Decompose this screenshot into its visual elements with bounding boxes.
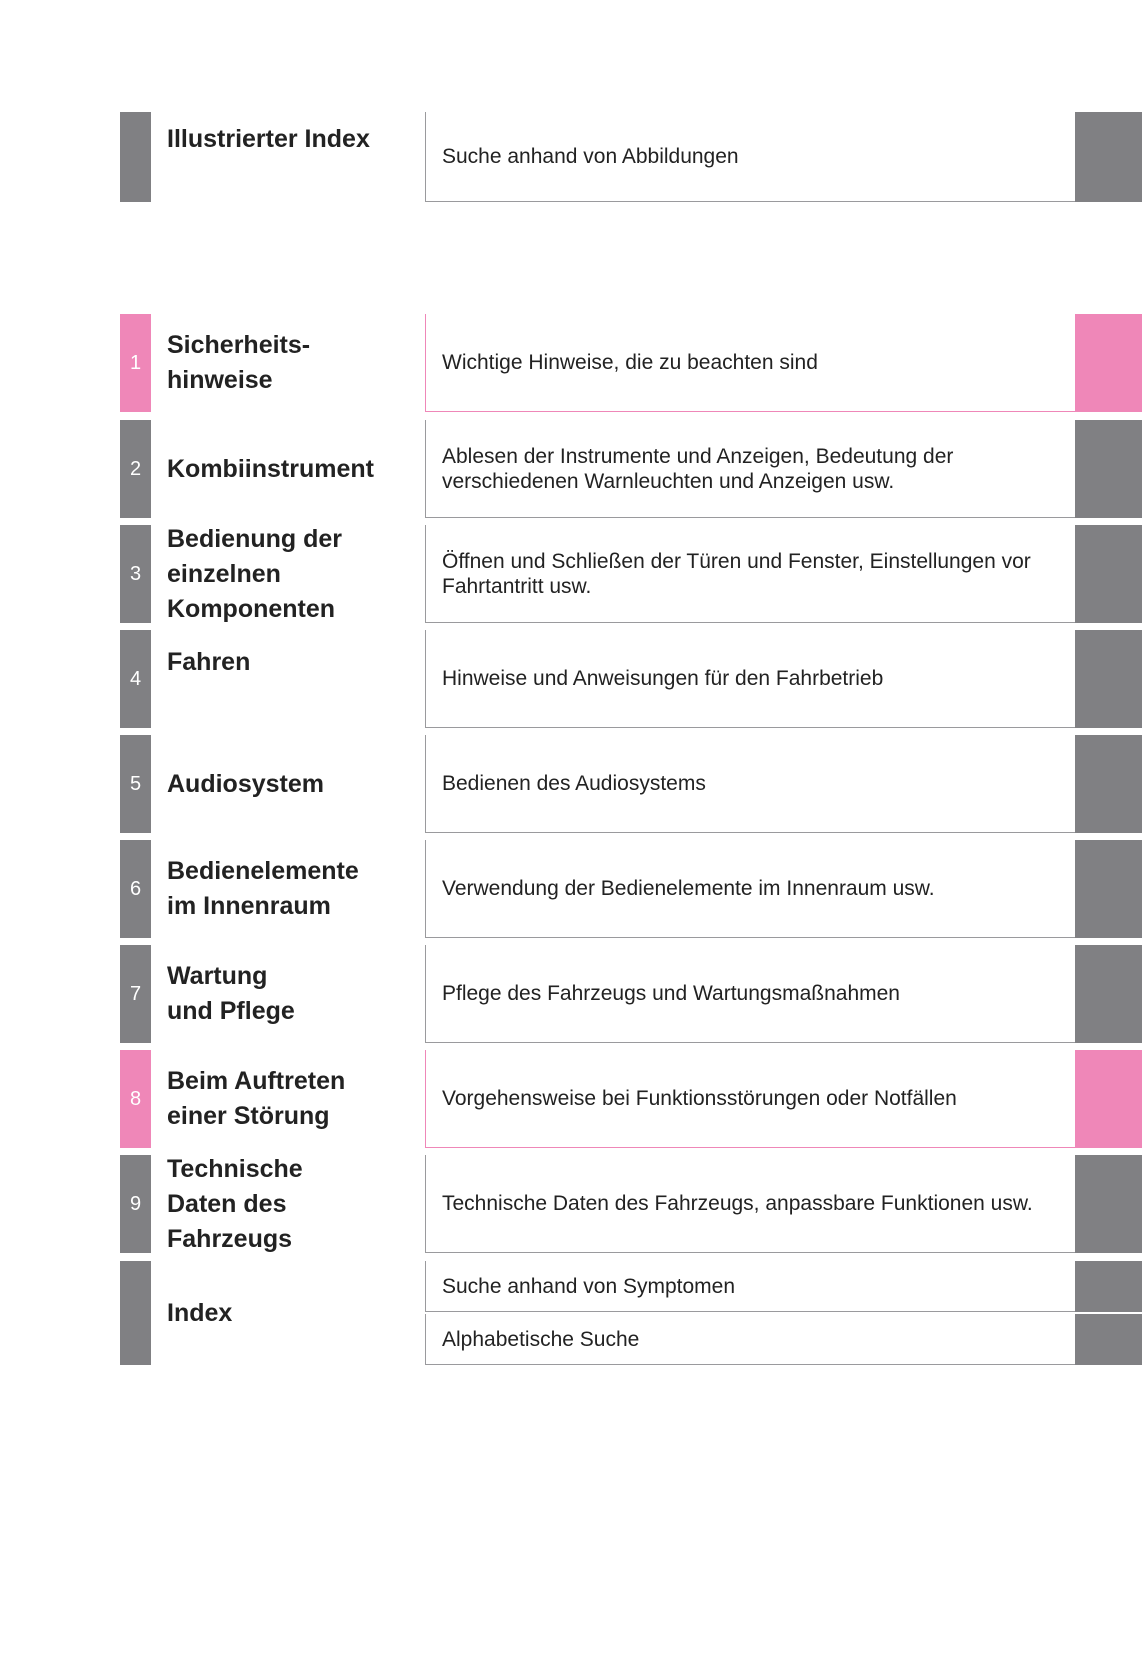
- chapter-description: [425, 735, 1075, 833]
- index-item-alphabetical[interactable]: [0, 1314, 1142, 1365]
- chapter-description-text: Ablesen der Instrumente und Anzeigen, Bedeutung der verschiedenen Warnleuchten und Anzeigen usw.: [442, 444, 954, 493]
- chapter-row-2[interactable]: [0, 420, 1142, 518]
- chapter-row-1[interactable]: [0, 314, 1142, 412]
- edge-tab: [1075, 1050, 1142, 1148]
- chapter-number: 5: [120, 735, 151, 833]
- section-title: [167, 112, 397, 202]
- illustrated-index-row[interactable]: [0, 112, 1142, 202]
- chapter-title: [167, 420, 397, 518]
- chapter-description: [425, 630, 1075, 728]
- chapter-title: [167, 630, 397, 728]
- chapter-row-8[interactable]: [0, 1050, 1142, 1148]
- chapter-title: [167, 525, 397, 623]
- chapter-title-line: Audiosystem: [167, 769, 324, 798]
- chapter-description: [425, 314, 1075, 412]
- edge-tab: [1075, 840, 1142, 938]
- section-description-text: Suche anhand von Abbildungen: [442, 145, 739, 168]
- chapter-row-3[interactable]: [0, 525, 1142, 623]
- chapter-description-text: Hinweise und Anweisungen für den Fahrbetrieb: [442, 667, 884, 690]
- edge-tab: [1075, 1155, 1142, 1253]
- section-description: [425, 112, 1075, 202]
- chapter-title-line: Fahrzeugs: [167, 1224, 293, 1253]
- chapter-title-line: und Pflege: [167, 997, 295, 1025]
- index-row: [0, 1261, 1142, 1365]
- chapter-title-line: einzelnen: [167, 559, 281, 588]
- chapter-number: 1: [120, 314, 151, 412]
- chapter-title-line: Bedienelemente: [167, 857, 359, 885]
- chapter-row-5[interactable]: [0, 735, 1142, 833]
- chapter-title: [167, 735, 397, 833]
- chapter-description: [425, 945, 1075, 1043]
- chapter-title: [167, 1155, 397, 1253]
- chapter-title: [167, 314, 397, 412]
- chapter-description-text: Verwendung der Bedienelemente im Innenraum usw.: [442, 877, 935, 900]
- chapter-number: 7: [120, 945, 151, 1043]
- chapter-title-line: Daten des: [167, 1189, 287, 1218]
- chapter-description: [425, 840, 1075, 938]
- chapter-number: 3: [120, 525, 151, 623]
- edge-tab: [1075, 1314, 1142, 1365]
- chapter-title-line: Beim Auftreten: [167, 1067, 346, 1095]
- chapter-title-line: im Innenraum: [167, 892, 331, 920]
- index-item-text: Suche anhand von Symptomen: [442, 1274, 736, 1298]
- chapter-description-text: Bedienen des Audiosystems: [442, 772, 706, 795]
- chapter-row-6[interactable]: [0, 840, 1142, 938]
- chapter-row-7[interactable]: [0, 945, 1142, 1043]
- chapter-description: [425, 1155, 1075, 1253]
- chapter-number: 4: [120, 630, 151, 728]
- chapter-title-line: Technische: [167, 1154, 303, 1183]
- chapter-description-text: Öffnen und Schließen der Türen und Fenster, Einstellungen vor Fahrtantritt usw.: [442, 549, 1031, 598]
- chapter-title-line: Fahren: [167, 648, 251, 676]
- edge-tab: [1075, 525, 1142, 623]
- index-item-box: [425, 1261, 1075, 1312]
- chapter-title-line: Sicherheits-: [167, 331, 311, 359]
- chapter-title-line: Wartung: [167, 962, 268, 990]
- section-title-text: Illustrierter Index: [167, 125, 370, 153]
- chapter-description-text: Technische Daten des Fahrzeugs, anpassbare Funktionen usw.: [442, 1192, 1033, 1215]
- chapter-title: [167, 945, 397, 1043]
- chapter-title: [167, 1050, 397, 1148]
- chapter-description-text: Vorgehensweise bei Funktionsstörungen oder Notfällen: [442, 1087, 957, 1110]
- edge-tab: [1075, 420, 1142, 518]
- chapter-number: 6: [120, 840, 151, 938]
- index-item-text: Alphabetische Suche: [442, 1327, 640, 1351]
- chapter-title-line: hinweise: [167, 366, 273, 394]
- edge-tab: [1075, 735, 1142, 833]
- chapter-row-9[interactable]: [0, 1155, 1142, 1253]
- chapter-description: [425, 420, 1075, 518]
- edge-tab: [1075, 945, 1142, 1043]
- chapter-title-line: Bedienung der: [167, 524, 343, 553]
- chapter-number: 8: [120, 1050, 151, 1148]
- edge-tab: [1075, 1261, 1142, 1312]
- index-item-symptoms[interactable]: [0, 1261, 1142, 1312]
- chapter-number: 9: [120, 1155, 151, 1253]
- index-item-box: [425, 1314, 1075, 1365]
- edge-tab: [1075, 112, 1142, 202]
- chapter-description: [425, 525, 1075, 623]
- chapter-number: 2: [120, 420, 151, 518]
- chapter-description-text: Pflege des Fahrzeugs und Wartungsmaßnahmen: [442, 982, 900, 1005]
- chapter-description-text: Wichtige Hinweise, die zu beachten sind: [442, 351, 818, 374]
- section-tab-marker: [120, 112, 151, 202]
- index-title-text: Index: [167, 1298, 233, 1327]
- chapter-title-line: Komponenten: [167, 594, 336, 623]
- chapter-title-line: einer Störung: [167, 1102, 330, 1130]
- chapter-row-4[interactable]: [0, 630, 1142, 728]
- chapter-title-line: Kombiinstrument: [167, 454, 374, 483]
- edge-tab: [1075, 314, 1142, 412]
- edge-tab: [1075, 630, 1142, 728]
- chapter-description: [425, 1050, 1075, 1148]
- chapter-title: [167, 840, 397, 938]
